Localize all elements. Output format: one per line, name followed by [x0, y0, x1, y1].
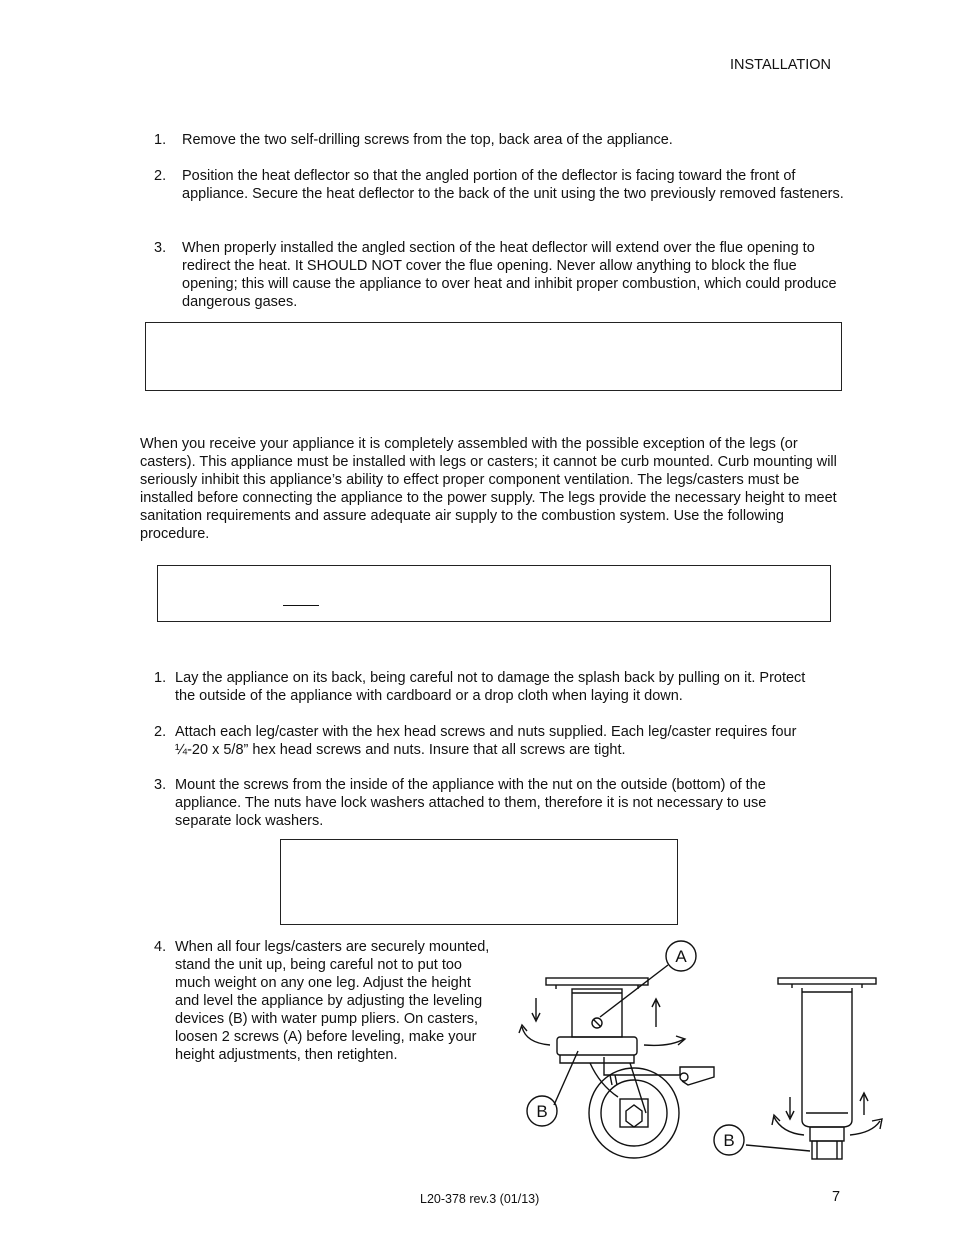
step-text: When properly installed the angled section of the heat deflector will extend over the flue opening to redirect the heat. It SHOULD NOT cover the flue opening. Never allow anything to block the flue opening; this will cause the appliance to over heat and inhibit proper combustion, which could produce dangerous gases. [182, 240, 837, 310]
leg-drawing [778, 978, 876, 1159]
legs-intro-paragraph: When you receive your appliance it is completely assembled with the possible exception of the legs (or casters). This appliance must be installed with legs or casters; it cannot be curb mounted. Curb mounting will seriously inhibit this appliance’s ability to effect proper component ventilation. The legs/casters must be installed before connecting the appliance to the power supply. The legs provide the necessary height to meet sanitation requirements and assure adequate air supply to the combustion system. Use the following procedure. [140, 436, 837, 542]
step-text: Lay the appliance on its back, being careful not to damage the splash back by pulling on it. Protect the outside of the appliance with cardboard or a drop cloth when laying it down. [175, 670, 806, 704]
step-number: 2. [154, 724, 167, 740]
label-b-leg: B [723, 1131, 735, 1150]
page-number: 7 [832, 1189, 841, 1205]
step-text: When all four legs/casters are securely mounted, stand the unit up, being careful not to put too much weight on any one leg. Adjust the height and level the appliance by adjusting the leveling devices (B) with water pump pliers. On casters, loosen 2 screws (A) before leveling, make your height adjustments, then retighten. [175, 939, 490, 1063]
step-text: Mount the screws from the inside of the appliance with the nut on the outside (bottom) of the appliance. The nuts have lock washers attached to them, therefore it is not necessary to use separate lock washers. [175, 777, 767, 829]
label-b-caster: B [536, 1102, 548, 1121]
section-header: INSTALLATION [730, 57, 831, 73]
label-a: A [675, 947, 687, 966]
step-text: Attach each leg/caster with the hex head screws and nuts supplied. Each leg/caster requires four ¼-20 x 5/8” hex head screws and nuts. Insure that all screws are tight. [175, 724, 797, 758]
step-number: 1. [154, 132, 167, 148]
step-number: 3. [154, 777, 167, 793]
notice-box [280, 839, 678, 925]
notice-box [157, 565, 831, 622]
underline-mark [283, 605, 319, 606]
caster-leg-diagram [500, 935, 900, 1170]
notice-box [145, 322, 842, 391]
step-number: 3. [154, 240, 167, 256]
step-text: Remove the two self-drilling screws from the top, back area of the appliance. [182, 132, 673, 148]
step-text: Position the heat deflector so that the angled portion of the deflector is facing toward the front of appliance. Secure the heat deflector to the back of the unit using the two previously removed fasteners. [182, 168, 844, 202]
step-number: 1. [154, 670, 167, 686]
step-number: 4. [154, 939, 167, 955]
document-code: L20-378 rev.3 (01/13) [420, 1192, 540, 1206]
step-number: 2. [154, 168, 167, 184]
